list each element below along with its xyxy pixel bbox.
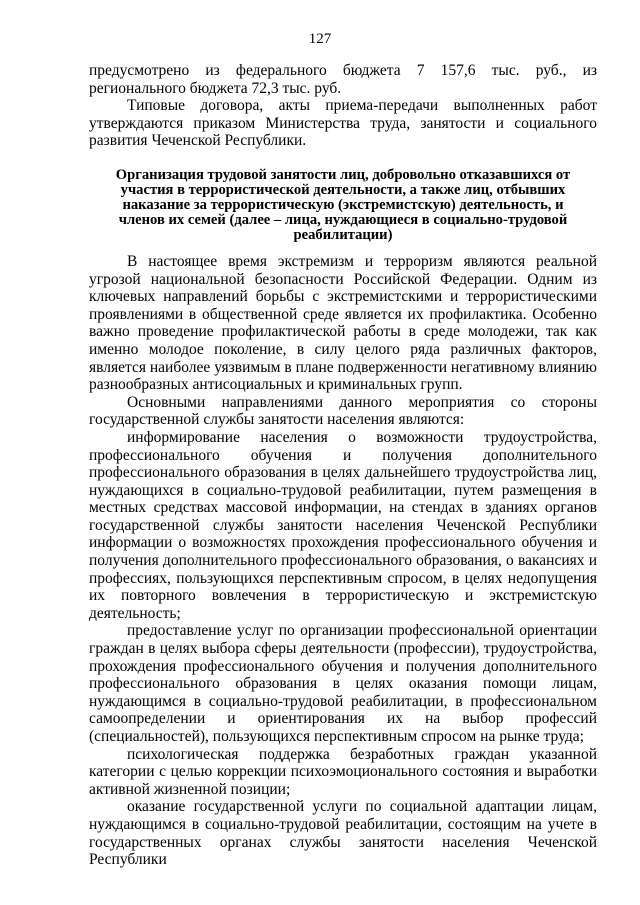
paragraph-informing: информирование населения о возможности трудоустройства, профессионального обучения и получения дополнительного профессионального образования в целях дальнейшего трудоустройства лиц, нуждающихся в социально-трудовой реабилитации, путем размещения в местных средствах массовой информации, на стендах в зданиях органов государственной службы занятости населения Чеченской Республики информации о возможностях прохождения профессионального обучения и получения дополнительного профессионального образования, о вакансиях и профессиях, пользующихся перспективным спросом, в целях недопущения их повторного вовлечения в террористическую и экстремистскую деятельность; — [89, 428, 597, 622]
document-body — [89, 62, 597, 869]
paragraph-psychological-support: психологическая поддержка безработных граждан указанной категории с целью коррекции психоэмоционального состояния и выработки активной жизненной позиции; — [89, 745, 597, 798]
paragraph-social-adaptation: оказание государственной услуги по социальной адаптации лицам, нуждающимся в социально-трудовой реабилитации, состоящим на учете в государственных органах службы занятости населения Чеченской Республики — [89, 798, 597, 869]
paragraph-budget: предусмотрено из федерального бюджета 7 157,6 тыс. руб., из регионального бюджета 72,3 тыс. руб. — [89, 62, 597, 97]
page-number: 127 — [308, 31, 332, 47]
paragraph-contracts: Типовые договора, акты приема-передачи выполненных работ утверждаются приказом Министерства труда, занятости и социального развития Чеченской Республики. — [89, 97, 597, 150]
paragraph-directions: Основными направлениями данного мероприятия со стороны государственной службы занятости населения являются: — [89, 393, 597, 429]
section-heading: Организация трудовой занятости лиц, добровольно отказавшихся от участия в террористической деятельности, а также лиц, отбывших наказание за террористическую (экстремистскую) деятельность, и членов их семей (далее – лица, нуждающиеся в социально-трудовой реабилитации) — [115, 166, 571, 243]
paragraph-orientation: предоставление услуг по организации профессиональной ориентации граждан в целях выбора сферы деятельности (профессии), трудоустройства, прохождения профессионального обучения и получения дополнительного профессионального образования в целях оказания помощи лицам, нуждающимся в социально-трудовой реабилитации, в профессиональном самоопределении и ориентирования их на выбор профессий (специальностей), пользующихся перспективным спросом на рынке труда; — [89, 622, 597, 745]
paragraph-extremism: В настоящее время экстремизм и терроризм являются реальной угрозой национальной безопасности Российской Федерации. Одним из ключевых направлений борьбы с экстремистскими и террористическими проявлениями в общественной среде является их профилактика. Особенно важно проведение профилактической работы в среде молодежи, так как именно молодое поколение, в силу целого ряда различных факторов, является наиболее уязвимым в плане подверженности негативному влиянию разнообразных антисоциальных и криминальных групп. — [89, 252, 597, 394]
